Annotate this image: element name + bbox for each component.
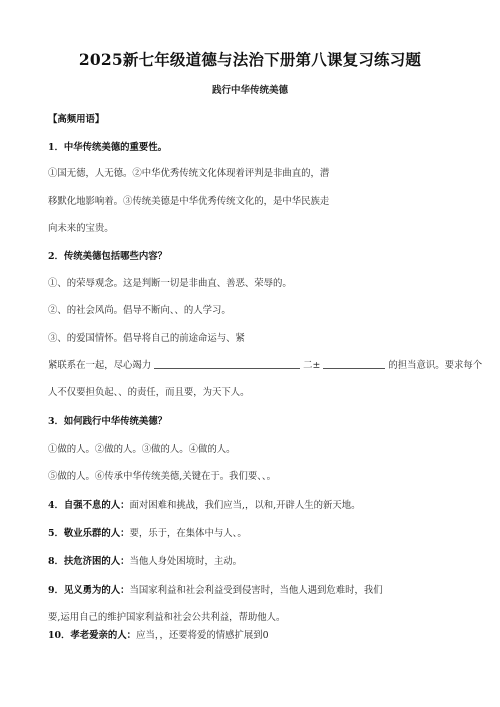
q2-line-4-end: 的担当意识。要求每个 bbox=[388, 360, 483, 371]
fill-in-blank bbox=[323, 359, 385, 369]
section-label: 【高频用语】 bbox=[48, 114, 105, 125]
q2-line-4-start: 紧联系在一起，尽心竭力 bbox=[48, 360, 152, 371]
q2-line-4 bbox=[48, 357, 482, 371]
q9-text: 当国家利益和社会利益受到侵害时，当他人遇到危难时，我们 bbox=[129, 585, 383, 596]
q4-text: 面对困难和挑战，我们应当,，以和,开辟人生的新天地。 bbox=[129, 500, 361, 511]
document-title: 2025新七年级道德与法治下册第八课复习练习题 bbox=[78, 50, 422, 69]
q2-line-2: ②、的社会风尚。倡导不断向、、的人学习。 bbox=[48, 305, 231, 316]
q1-line-1: ①国无德，人无德。②中华优秀传统文化体现着评判是非曲直的，潜 bbox=[48, 168, 330, 179]
q2-line-5: 人不仅要担负起、、的责任，而且要，为天下人。 bbox=[48, 387, 250, 398]
q4-line bbox=[48, 497, 361, 511]
q8-line bbox=[48, 553, 242, 567]
q2-line-4-mid: 二± bbox=[303, 360, 321, 371]
q3-line-1: ①做的人。②做的人。③做的人。④做的人。 bbox=[48, 444, 236, 455]
q3-heading: 3．如何践行中华传统美德？ bbox=[48, 416, 168, 427]
q1-line-2: 移默化地影响着。③传统美德是中华优秀传统文化的，是中华民族走 bbox=[48, 196, 330, 207]
q10-text: 应当，，还要将爱的情感扩展到0 bbox=[136, 630, 269, 641]
q9-line bbox=[48, 582, 383, 596]
q8-label: 8．扶危济困的人： bbox=[48, 556, 130, 567]
q5-text: 要，乐于，在集体中与人、。 bbox=[129, 528, 247, 539]
q5-label: 5．敬业乐群的人： bbox=[48, 528, 130, 539]
q8-text: 当他人身处困境时，主动。 bbox=[129, 556, 243, 567]
q2-heading: 2．传统美德包括哪些内容？ bbox=[48, 251, 168, 262]
q9-line-2: 要,运用自己的维护国家利益和社会公共利益，帮助他人。 bbox=[48, 612, 286, 623]
q2-line-3: ③、的爱国情怀。倡导将自己的前途命运与、紧 bbox=[48, 333, 245, 344]
q1-line-3: 向未来的宝贵。 bbox=[48, 223, 114, 234]
lesson-subtitle: 践行中华传统美德 bbox=[211, 85, 288, 96]
q9-label: 9．见义勇为的人： bbox=[48, 585, 130, 596]
q2-line-1: ①、的荣辱观念。这是判断一切是非曲直、善恶、荣辱的。 bbox=[48, 278, 292, 289]
q1-heading: 1．中华传统美德的重要性。 bbox=[48, 142, 168, 153]
q5-line bbox=[48, 525, 247, 539]
q10-label: 10．孝老爱亲的人： bbox=[48, 630, 137, 641]
q10-line bbox=[48, 627, 269, 641]
q4-label: 4．自强不息的人： bbox=[48, 500, 130, 511]
q3-line-2: ⑤做的人。⑥传承中华传统美德,关键在于。我们要、、。 bbox=[48, 471, 276, 482]
fill-in-blank bbox=[154, 359, 300, 369]
